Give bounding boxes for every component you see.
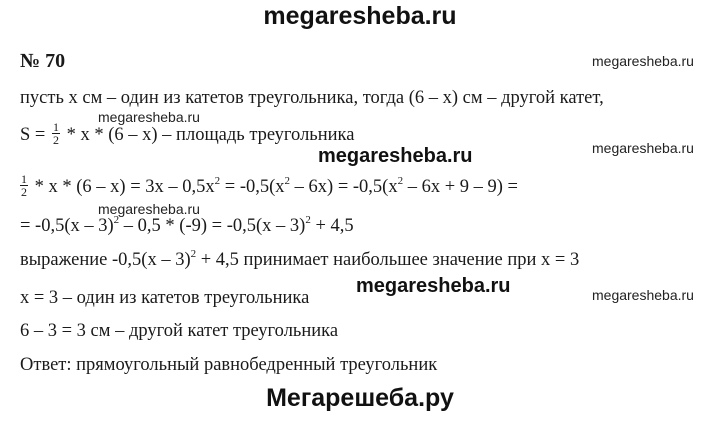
text-segment: S = [20, 124, 50, 145]
watermark: megaresheba.ru [98, 109, 200, 125]
text-line-answer: Ответ: прямоугольный равнобедренный треугольник [20, 355, 438, 375]
text-segment: * x * (6 – x) – площадь треугольника [61, 124, 355, 145]
site-title-top: megaresheba.ru [263, 2, 457, 30]
watermark: megaresheba.ru [592, 287, 694, 303]
watermark-large: megaresheba.ru [318, 145, 473, 167]
fraction-one-half [20, 173, 28, 198]
text-segment: – 6x) = -0,5(x [290, 176, 398, 197]
exponent: 2 [305, 214, 311, 226]
site-title-bottom: Мегарешеба.ру [266, 384, 454, 412]
fraction-denominator: 2 [52, 133, 59, 147]
text-segment: выражение -0,5(x – 3) [20, 250, 191, 270]
problem-number: № 70 [20, 50, 66, 72]
exponent: 2 [284, 174, 291, 187]
text-line-equation-1 [20, 172, 518, 200]
text-segment: = -0,5(x [220, 176, 285, 197]
text-segment: – 0,5 * (-9) = -0,5(x – 3) [119, 216, 306, 236]
exponent: 2 [113, 214, 120, 226]
text-line-first-leg: x = 3 – один из катетов треугольника [20, 288, 310, 308]
text-line-second-leg: 6 – 3 = 3 см – другой катет треугольника [20, 321, 339, 341]
text-segment: = -0,5(x – 3) [20, 216, 114, 236]
exponent: 2 [214, 174, 221, 187]
text-segment: – 6x + 9 – 9) = [403, 176, 518, 197]
fraction-one-half [52, 121, 60, 146]
text-line-expression [20, 249, 579, 271]
text-segment: * x * (6 – x) = 3x – 0,5x [30, 176, 215, 197]
text-line-equation-2 [20, 215, 354, 237]
text-segment: + 4,5 принимает наибольшее значение при x = 3 [196, 250, 580, 270]
watermark: megaresheba.ru [592, 140, 694, 156]
exponent: 2 [397, 174, 404, 187]
text-segment: + 4,5 [310, 216, 354, 236]
watermark-large: megaresheba.ru [356, 275, 511, 297]
text-line-area-formula [20, 120, 355, 148]
fraction-numerator: 1 [21, 172, 27, 186]
exponent: 2 [190, 248, 197, 260]
watermark: megaresheba.ru [98, 201, 200, 217]
fraction-denominator: 2 [21, 185, 27, 199]
text-line-1: пусть x см – один из катетов треугольника, тогда (6 – x) см – другой катет, [20, 88, 604, 108]
watermark: megaresheba.ru [592, 53, 694, 69]
fraction-numerator: 1 [52, 120, 59, 134]
